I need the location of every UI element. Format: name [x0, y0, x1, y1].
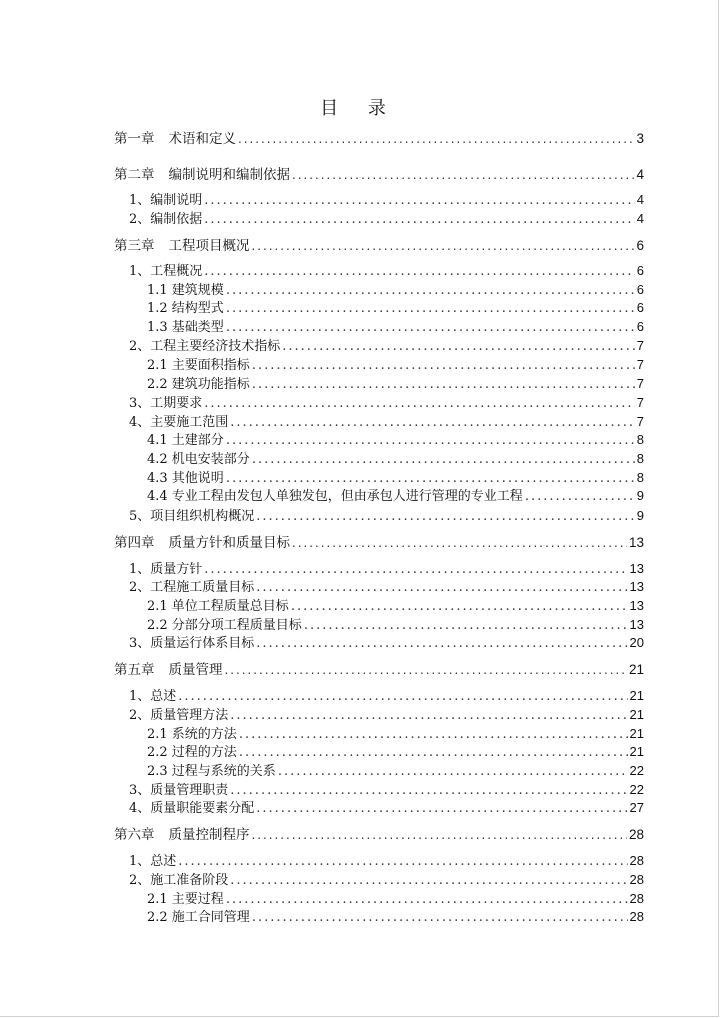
- toc-entry[interactable]: [147, 743, 644, 762]
- toc-entry-label: 4.1 土建部分: [147, 433, 224, 448]
- page-number: 21: [629, 707, 644, 722]
- toc-entry-label: 2、工程主要经济技术指标: [129, 339, 281, 354]
- dot-leader: [239, 726, 628, 744]
- toc-entry-label: 2.1 主要过程: [147, 892, 224, 907]
- page-number: 21: [629, 744, 644, 759]
- page-number: 7: [636, 376, 644, 391]
- toc-entry[interactable]: [129, 687, 644, 706]
- page-number: 9: [636, 508, 644, 523]
- toc-entry-label: 2.2 分部分项工程质量目标: [147, 618, 302, 633]
- dot-leader: [292, 166, 634, 184]
- dot-leader: [252, 376, 635, 394]
- dot-leader: [230, 782, 627, 800]
- page-number: 20: [629, 635, 644, 650]
- toc-entry[interactable]: [147, 725, 644, 744]
- chapter-number: 第三章: [114, 238, 155, 253]
- page-number: 28: [629, 891, 644, 906]
- page-number: 28: [629, 872, 644, 887]
- toc-chapter-entry[interactable]: [114, 166, 644, 184]
- chapter-number: 第一章: [114, 131, 155, 146]
- toc-entry-label: 3、工期要求: [129, 396, 203, 411]
- toc-entry[interactable]: [129, 852, 644, 871]
- toc-entry-label: 4、主要施工范围: [129, 415, 229, 430]
- toc-entry[interactable]: [147, 450, 644, 469]
- toc-entry-label: 5、项目组织机构概况: [129, 509, 255, 524]
- toc-entry-label: 1、总述: [129, 854, 177, 869]
- toc-entry-label: 3、质量管理职责: [129, 783, 229, 798]
- page-number: 22: [629, 782, 644, 797]
- page-number: 4: [636, 167, 644, 182]
- page-number: 7: [636, 414, 644, 429]
- toc-chapter-entry[interactable]: [114, 130, 644, 148]
- toc-entry[interactable]: [129, 507, 644, 526]
- dot-leader: [278, 763, 628, 781]
- chapter-title: 术语和定义: [168, 131, 236, 146]
- dot-leader: [204, 395, 634, 413]
- toc-title: 目 录: [320, 98, 398, 119]
- toc-entry[interactable]: [147, 431, 644, 450]
- page-number: 13: [628, 535, 644, 550]
- toc-entry[interactable]: [147, 908, 644, 927]
- dot-leader: [226, 470, 635, 488]
- page-number: 6: [636, 319, 644, 334]
- dot-leader: [256, 508, 634, 526]
- toc-entry[interactable]: [129, 394, 644, 413]
- toc-entry-label: 1、工程概况: [129, 264, 203, 279]
- page-number: 8: [636, 432, 644, 447]
- toc-entry[interactable]: [129, 337, 644, 356]
- dot-leader: [238, 130, 634, 148]
- toc-entry-label: [114, 130, 236, 148]
- dot-leader: [204, 192, 634, 210]
- dot-leader: [230, 414, 634, 432]
- dot-leader: [282, 338, 634, 356]
- dot-leader: [252, 909, 628, 927]
- page-number: 28: [628, 827, 644, 842]
- page-number: 13: [629, 561, 644, 576]
- dot-leader: [525, 488, 635, 506]
- toc-entry-label: 1、编制说明: [129, 193, 203, 208]
- dot-leader: [204, 561, 627, 579]
- toc-entry-label: 2.2 过程的方法: [147, 745, 237, 760]
- dot-leader: [226, 319, 635, 337]
- toc-entry-label: 2.1 主要面积指标: [147, 358, 250, 373]
- toc-entry[interactable]: [147, 356, 644, 375]
- page-number: 9: [636, 488, 644, 503]
- toc-entry[interactable]: [129, 191, 644, 210]
- toc-entry[interactable]: [129, 871, 644, 890]
- dot-leader: [292, 534, 627, 552]
- dot-leader: [256, 800, 627, 818]
- chapter-title: 质量方针和质量目标: [168, 535, 290, 550]
- page-number: 22: [629, 763, 644, 778]
- dot-leader: [226, 282, 635, 300]
- toc-entry[interactable]: [129, 210, 644, 229]
- toc-entry-label: 2、编制依据: [129, 212, 203, 227]
- page-number: 13: [629, 598, 644, 613]
- toc-entry-label: 1、质量方针: [129, 562, 203, 577]
- toc-chapter-entry[interactable]: [114, 661, 644, 679]
- toc-entry[interactable]: [147, 487, 644, 506]
- page-number: 8: [636, 470, 644, 485]
- toc-entry-label: 4.4 专业工程由发包人单独发包，但由承包人进行管理的专业工程: [147, 489, 523, 504]
- toc-entry-label: 1.1 建筑规模: [147, 283, 224, 298]
- toc-entry[interactable]: [129, 262, 644, 281]
- page-number: 21: [628, 662, 644, 677]
- page-number: 6: [636, 238, 644, 253]
- page-number: 13: [629, 579, 644, 594]
- toc-entry-label: 1.3 基础类型: [147, 320, 224, 335]
- toc-entry-label: 4.3 其他说明: [147, 471, 224, 486]
- dot-leader: [252, 237, 635, 255]
- chapter-number: 第二章: [114, 167, 155, 182]
- page-number: 4: [636, 192, 644, 207]
- page-number: 3: [636, 131, 644, 146]
- toc-entry-label: 1、总述: [129, 689, 177, 704]
- dot-leader: [252, 826, 627, 844]
- toc-entry[interactable]: [129, 781, 644, 800]
- toc-entry-label: 3、质量运行体系目标: [129, 636, 255, 651]
- chapter-title: 工程项目概况: [168, 238, 250, 253]
- dot-leader: [252, 451, 635, 469]
- page-number: 28: [629, 909, 644, 924]
- page-number: 28: [629, 853, 644, 868]
- toc-chapter-entry[interactable]: [114, 237, 644, 255]
- page-number: 7: [636, 357, 644, 372]
- dot-leader: [204, 263, 634, 281]
- toc-entry[interactable]: [129, 799, 644, 818]
- toc-entry[interactable]: [129, 578, 644, 597]
- dot-leader: [178, 853, 627, 871]
- dot-leader: [226, 300, 635, 318]
- chapter-number: 第五章: [114, 662, 155, 677]
- toc-entry[interactable]: [147, 762, 644, 781]
- toc-entry-label: 2.1 单位工程质量总目标: [147, 599, 289, 614]
- chapter-title: 质量管理: [168, 662, 223, 677]
- page-number: 7: [636, 395, 644, 410]
- toc-entry[interactable]: [129, 560, 644, 579]
- toc-entry[interactable]: [129, 706, 644, 725]
- toc-entry-label: 1.2 结构型式: [147, 301, 224, 316]
- page-number: 6: [636, 300, 644, 315]
- toc-entry[interactable]: [147, 318, 644, 337]
- toc-entry-label: 2、质量管理方法: [129, 708, 229, 723]
- dot-leader: [204, 211, 634, 229]
- toc-entry[interactable]: [147, 890, 644, 909]
- dot-leader: [291, 598, 628, 616]
- dot-leader: [304, 617, 628, 635]
- toc-entry[interactable]: [147, 281, 644, 300]
- dot-leader: [239, 744, 628, 762]
- toc-entry[interactable]: [129, 413, 644, 432]
- toc-entry-label: 2.3 过程与系统的关系: [147, 764, 276, 779]
- toc-entry-label: 2.1 系统的方法: [147, 727, 237, 742]
- chapter-title: 质量控制程序: [168, 827, 250, 842]
- dot-leader: [256, 579, 627, 597]
- dot-leader: [226, 432, 635, 450]
- toc-entry-label: [114, 826, 250, 844]
- toc-entry[interactable]: [147, 299, 644, 318]
- toc-entry-label: 2.2 建筑功能指标: [147, 377, 250, 392]
- page-number: 21: [629, 688, 644, 703]
- toc-entry-label: [114, 534, 290, 552]
- page-number: 13: [629, 617, 644, 632]
- page-number: 27: [629, 800, 644, 815]
- toc-entry[interactable]: [147, 469, 644, 488]
- toc-entry[interactable]: [147, 375, 644, 394]
- toc-entry[interactable]: [129, 634, 644, 653]
- toc-entry-label: [114, 237, 250, 255]
- page-number: 6: [636, 263, 644, 278]
- page-number: 21: [629, 726, 644, 741]
- chapter-number: 第四章: [114, 535, 155, 550]
- toc-entry-label: 4.2 机电安装部分: [147, 452, 250, 467]
- toc-entry-label: 2、工程施工质量目标: [129, 580, 255, 595]
- toc-entry-label: 2、施工准备阶段: [129, 873, 229, 888]
- dot-leader: [252, 357, 635, 375]
- chapter-title: 编制说明和编制依据: [168, 167, 290, 182]
- toc-entry[interactable]: [147, 597, 644, 616]
- dot-leader: [178, 688, 627, 706]
- toc-chapter-entry[interactable]: [114, 826, 644, 844]
- dot-leader: [225, 661, 627, 679]
- toc-entry-label: [114, 166, 290, 184]
- dot-leader: [256, 635, 627, 653]
- page-number: 4: [636, 211, 644, 226]
- page-number: 8: [636, 451, 644, 466]
- toc-entry-label: 4、质量职能要素分配: [129, 801, 255, 816]
- dot-leader: [226, 891, 628, 909]
- chapter-number: 第六章: [114, 827, 155, 842]
- toc-entry[interactable]: [147, 616, 644, 635]
- toc-entry-label: 2.2 施工合同管理: [147, 910, 250, 925]
- page-number: 7: [636, 338, 644, 353]
- dot-leader: [230, 872, 627, 890]
- toc-entry-label: [114, 661, 223, 679]
- page-number: 6: [636, 282, 644, 297]
- dot-leader: [230, 707, 627, 725]
- toc-chapter-entry[interactable]: [114, 534, 644, 552]
